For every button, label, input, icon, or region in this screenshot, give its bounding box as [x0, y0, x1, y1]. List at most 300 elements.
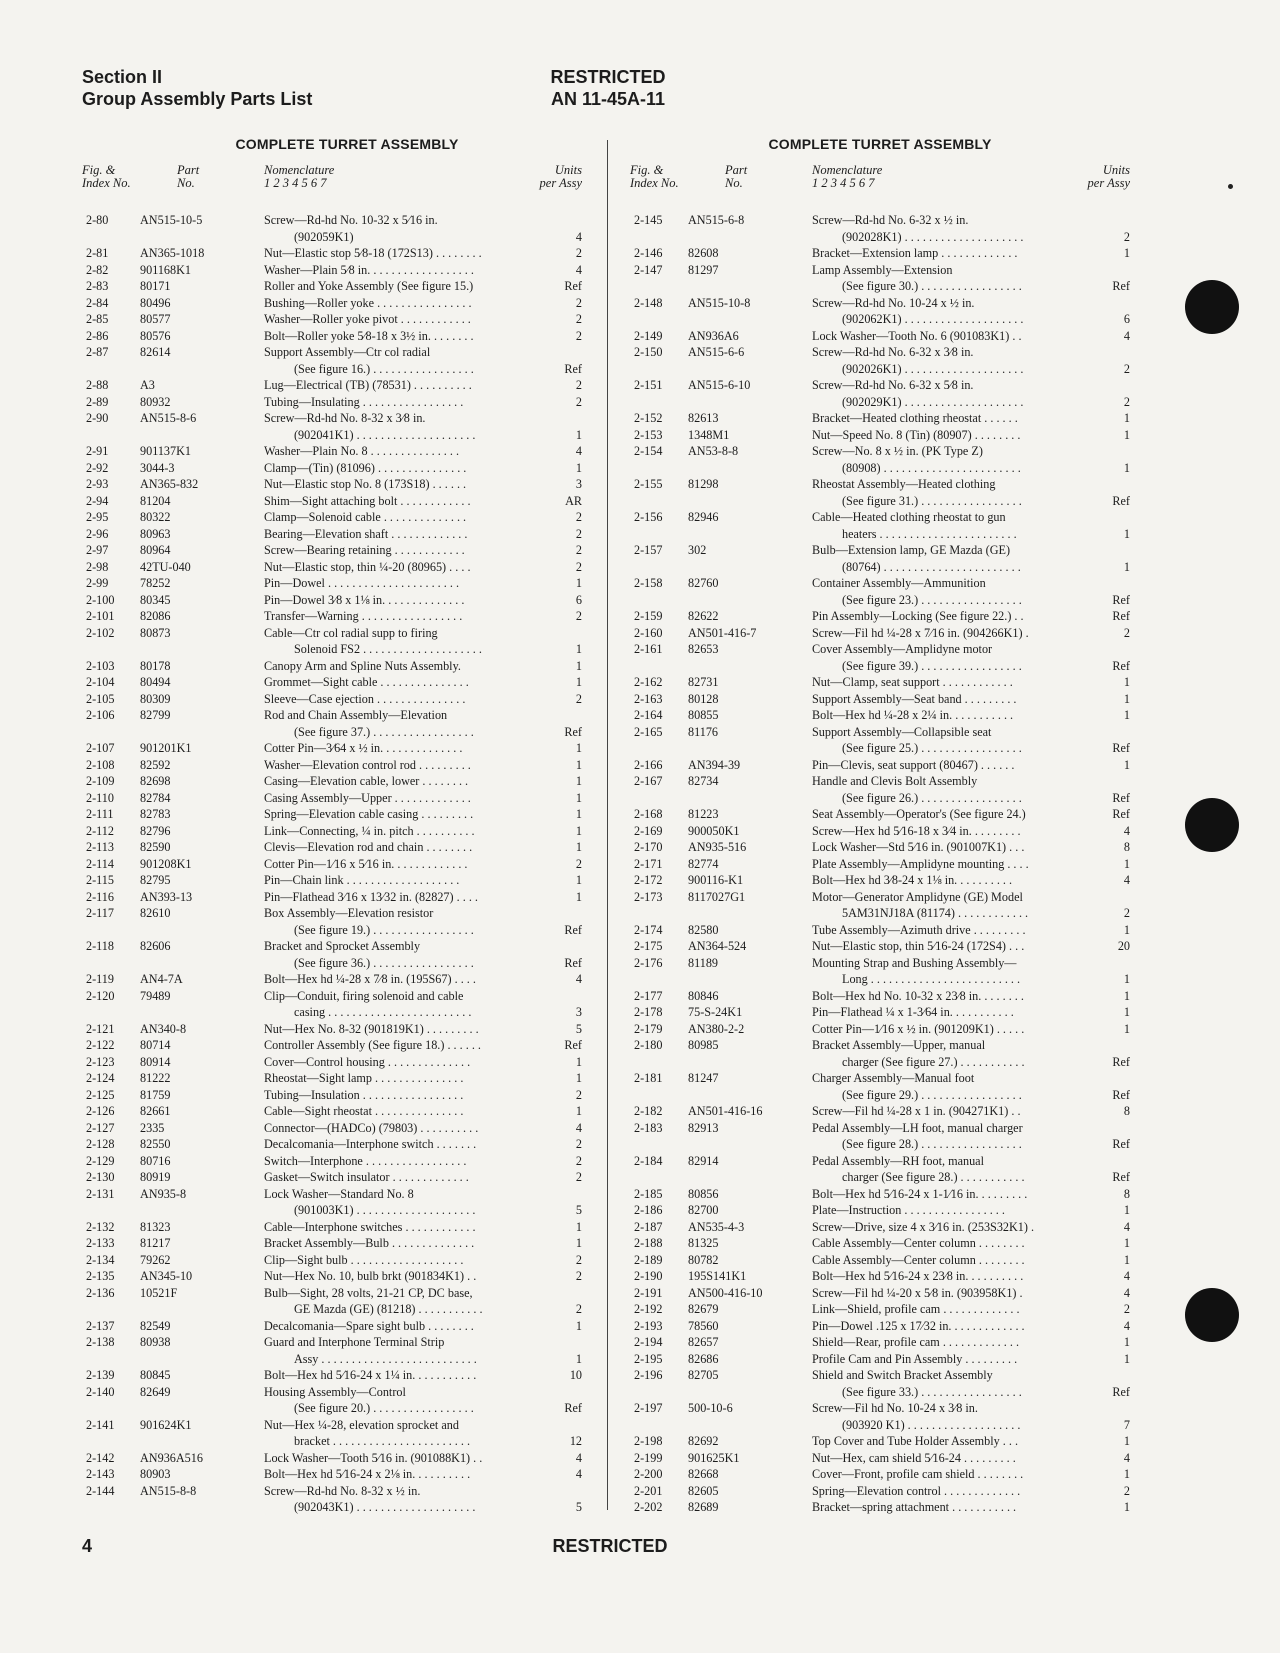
column-divider — [607, 140, 608, 1510]
nomenclature-cell: Screw—Fil hd No. 10-24 x 3⁄8 in. — [812, 1401, 978, 1415]
fig-index-cell: 2-110 — [86, 790, 114, 805]
fig-index-cell: 2-179 — [634, 1021, 663, 1036]
table-row — [82, 1334, 582, 1351]
nomenclature-cell: Profile Cam and Pin Assembly . . . . . . . . . — [812, 1351, 1018, 1366]
table-row — [82, 1450, 582, 1467]
nomenclature-cell: (903920 K1) . . . . . . . . . . . . . . . . . . . — [842, 1417, 1021, 1432]
table-row — [82, 658, 582, 675]
nomenclature-cell: Bushing—Roller yoke . . . . . . . . . . . . . . . . — [264, 295, 472, 310]
table-row — [630, 394, 1130, 411]
table-row — [82, 773, 582, 790]
nomenclature-cell: (902026K1) . . . . . . . . . . . . . . . . . . . . — [842, 361, 1024, 376]
binder-hole-middle — [1185, 798, 1239, 852]
part-number-cell: 82705 — [688, 1368, 719, 1382]
nomenclature-cell: Assy . . . . . . . . . . . . . . . . . . . . . . . . . . — [294, 1351, 477, 1366]
table-row — [82, 823, 582, 840]
table-row — [630, 1219, 1130, 1236]
table-row — [630, 1433, 1130, 1450]
fig-index-cell: 2-113 — [86, 840, 114, 854]
table-row — [82, 1136, 582, 1153]
nomenclature-cell: Cable—Ctr col radial supp to firing — [264, 625, 438, 640]
part-number-cell: 81247 — [688, 1071, 719, 1085]
table-row — [630, 889, 1130, 906]
units-cell: 2 — [575, 394, 582, 409]
nomenclature-cell: Pin—Chain link . . . . . . . . . . . . . . . . . . . — [264, 873, 460, 887]
part-number-cell: 80171 — [140, 279, 171, 293]
part-number-cell: AN935-8 — [140, 1186, 187, 1201]
fig-index-cell: 2-85 — [86, 312, 109, 326]
nomenclature-cell: Nut—Hex, cam shield 5⁄16-24 . . . . . . . . . — [812, 1450, 1016, 1465]
table-row — [630, 724, 1130, 741]
fig-index-cell: 2-119 — [86, 972, 114, 986]
nomenclature-cell: Bolt—Hex hd 5⁄16-24 x 1¼ in. . . . . . . . . . . — [264, 1368, 477, 1382]
part-number-cell: 901137K1 — [140, 444, 192, 458]
units-cell: 1 — [1123, 526, 1130, 541]
table-row — [630, 608, 1130, 625]
nomenclature-cell: bracket . . . . . . . . . . . . . . . . . . . . . . . — [294, 1434, 471, 1448]
fig-index-cell: 2-81 — [86, 246, 109, 260]
nomenclature-cell: Rod and Chain Assembly—Elevation — [264, 708, 448, 722]
table-row — [82, 377, 582, 394]
nomenclature-cell: Connector—(HADCo) (79803) . . . . . . . . . . — [264, 1120, 479, 1135]
table-row — [630, 1351, 1130, 1368]
fig-index-cell: 2-149 — [634, 328, 663, 343]
nomenclature-cell: Screw—Fil hd ¼-28 x 1 in. (904271K1) . . — [812, 1104, 1021, 1118]
fig-index-cell: 2-152 — [634, 411, 663, 425]
part-number-cell: AN936A6 — [688, 328, 739, 343]
nomenclature-cell: Bolt—Hex hd 5⁄16-24 x 2⅛ in. . . . . . . . . . — [264, 1467, 471, 1481]
left-column-title: COMPLETE TURRET ASSEMBLY — [235, 136, 459, 152]
part-number-cell: AN393-13 — [140, 889, 193, 904]
table-row — [82, 1021, 582, 1038]
table-row — [82, 1466, 582, 1483]
table-row — [630, 707, 1130, 724]
units-cell: Ref — [1112, 741, 1130, 755]
nomenclature-cell: (See figure 19.) . . . . . . . . . . . . . . . . . — [294, 922, 474, 937]
table-row — [630, 658, 1130, 675]
part-number-cell: 82606 — [140, 939, 171, 953]
table-row — [82, 245, 582, 262]
fig-index-cell: 2-175 — [634, 939, 663, 953]
fig-index-cell: 2-174 — [634, 922, 663, 937]
table-row — [630, 328, 1130, 345]
fig-index-cell: 2-193 — [634, 1318, 663, 1333]
fig-index-cell: 2-96 — [86, 526, 109, 541]
nomenclature-cell: Screw—Rd-hd No. 8-32 x 3⁄8 in. — [264, 411, 426, 425]
nomenclature-cell: Screw—Rd-hd No. 10-32 x 5⁄16 in. — [264, 213, 438, 227]
units-cell: Ref — [564, 1401, 582, 1415]
units-cell: 1 — [1123, 1252, 1130, 1267]
units-cell: 8 — [1123, 840, 1130, 854]
units-cell: 20 — [1117, 939, 1130, 953]
nomenclature-cell: Box Assembly—Elevation resistor — [264, 906, 434, 920]
fig-index-cell: 2-169 — [634, 823, 663, 838]
table-row — [82, 344, 582, 361]
units-cell: Ref — [564, 724, 582, 739]
nomenclature-cell: Nut—Elastic stop 5⁄8-18 (172S13) . . . . . . . . — [264, 246, 482, 260]
fig-index-cell: 2-99 — [86, 576, 109, 590]
units-cell: 2 — [1123, 1483, 1130, 1498]
part-number-cell: 82700 — [688, 1203, 719, 1217]
nomenclature-cell: Charger Assembly—Manual foot — [812, 1071, 975, 1085]
fig-index-cell: 2-143 — [86, 1467, 115, 1481]
table-row — [82, 938, 582, 955]
nomenclature-cell: Lamp Assembly—Extension — [812, 262, 953, 277]
table-row — [630, 757, 1130, 774]
nomenclature-cell: Rheostat Assembly—Heated clothing — [812, 477, 996, 491]
fig-index-cell: 2-120 — [86, 988, 115, 1003]
nomenclature-cell: Seat Assembly—Operator's (See figure 24.) — [812, 807, 1026, 821]
units-cell: 5 — [575, 1500, 582, 1514]
part-number-cell: 82613 — [688, 411, 719, 425]
nomenclature-cell: GE Mazda (GE) (81218) . . . . . . . . . . . — [294, 1302, 483, 1316]
part-number-cell: AN53-8-8 — [688, 444, 739, 458]
table-row — [630, 212, 1130, 229]
table-row — [82, 311, 582, 328]
nomenclature-header: Nomenclature 1 2 3 4 5 6 7 — [264, 163, 335, 190]
fig-index-cell: 2-154 — [634, 444, 663, 458]
part-number-cell: 82913 — [688, 1120, 719, 1135]
fig-index-cell: 2-163 — [634, 691, 663, 706]
table-row — [82, 1301, 582, 1318]
table-row — [630, 1021, 1130, 1038]
part-number-cell: 82653 — [688, 642, 719, 656]
units-cell: 4 — [1123, 823, 1130, 838]
nomenclature-cell: Motor—Generator Amplidyne (GE) Model — [812, 889, 1023, 904]
fig-index-cell: 2-112 — [86, 823, 114, 838]
nomenclature-cell: Screw—Rd-hd No. 10-24 x ½ in. — [812, 295, 975, 310]
units-cell: 2 — [575, 378, 582, 392]
table-row — [82, 955, 582, 972]
part-number-cell: AN515-6-10 — [688, 378, 751, 392]
table-row — [630, 641, 1130, 658]
part-number-cell: AN394-39 — [688, 757, 741, 772]
part-number-cell: 82679 — [688, 1302, 719, 1316]
binder-hole-top — [1185, 280, 1239, 334]
units-cell: 1 — [1123, 246, 1130, 260]
units-cell: 1 — [575, 427, 582, 442]
part-number-cell: 10521F — [140, 1285, 178, 1300]
nomenclature-cell: Shield—Rear, profile cam . . . . . . . . . . . . . — [812, 1335, 1019, 1349]
nomenclature-cell: Screw—Drive, size 4 x 3⁄16 in. (253S32K1) . — [812, 1219, 1035, 1234]
fig-index-cell: 2-195 — [634, 1351, 663, 1366]
nomenclature-cell: Controller Assembly (See figure 18.) . . . . . . — [264, 1038, 481, 1052]
units-cell: Ref — [1112, 658, 1130, 673]
fig-index-cell: 2-183 — [634, 1120, 663, 1135]
part-number-cell: 81297 — [688, 262, 719, 277]
units-cell: 4 — [1123, 873, 1130, 887]
nomenclature-cell: Support Assembly—Ctr col radial — [264, 345, 431, 359]
nomenclature-cell: Bolt—Hex hd 3⁄8-24 x 1⅛ in. . . . . . . . . . — [812, 873, 1013, 887]
fig-index-cell: 2-133 — [86, 1236, 115, 1250]
units-cell: 2 — [1123, 1302, 1130, 1316]
units-cell: 1 — [1123, 1236, 1130, 1250]
table-row — [630, 625, 1130, 642]
nomenclature-cell: Washer—Plain 5⁄8 in. . . . . . . . . . . . . . . . . . — [264, 262, 474, 277]
table-row — [630, 905, 1130, 922]
units-cell: 1 — [575, 1318, 582, 1333]
part-number-cell: 80938 — [140, 1335, 171, 1349]
table-row — [630, 872, 1130, 889]
nomenclature-cell: (902043K1) . . . . . . . . . . . . . . . . . . . . — [294, 1500, 476, 1514]
table-row — [630, 1103, 1130, 1120]
nomenclature-cell: Top Cover and Tube Holder Assembly . . . — [812, 1434, 1018, 1448]
nomenclature-cell: Cable—Sight rheostat . . . . . . . . . . . . . . . — [264, 1104, 464, 1118]
nomenclature-cell: 5AM31NJ18A (81174) . . . . . . . . . . . . — [842, 906, 1029, 920]
fig-index-cell: 2-189 — [634, 1252, 663, 1267]
table-row — [630, 1169, 1130, 1186]
fig-index-cell: 2-182 — [634, 1104, 663, 1118]
units-cell: 3 — [575, 1005, 582, 1019]
part-number-cell: 82689 — [688, 1500, 719, 1514]
units-cell: 2 — [575, 1170, 582, 1184]
units-cell: 8 — [1123, 1104, 1130, 1118]
fig-index-cell: 2-172 — [634, 873, 663, 887]
nomenclature-cell: Handle and Clevis Bolt Assembly — [812, 774, 978, 788]
nomenclature-cell: Nut—Speed No. 8 (Tin) (80907) . . . . . . . . — [812, 427, 1021, 442]
table-row — [630, 823, 1130, 840]
table-row — [630, 493, 1130, 510]
part-number-cell: 8117027G1 — [688, 889, 746, 904]
units-cell: 1 — [1123, 1500, 1130, 1514]
table-row — [630, 1235, 1130, 1252]
units-cell: 1 — [575, 774, 582, 788]
table-row — [82, 410, 582, 427]
nomenclature-cell: Clip—Conduit, firing solenoid and cable — [264, 988, 464, 1003]
nomenclature-cell: Screw—Bearing retaining . . . . . . . . . . . . — [264, 543, 465, 557]
units-cell: 1 — [1123, 675, 1130, 689]
fig-index-cell: 2-190 — [634, 1269, 663, 1283]
units-cell: Ref — [1112, 1384, 1130, 1399]
fig-index-cell: 2-187 — [634, 1219, 663, 1234]
nomenclature-cell: (See figure 39.) . . . . . . . . . . . . . . . . . — [842, 658, 1022, 673]
part-no-header: Part No. — [725, 163, 748, 190]
part-number-cell: 2335 — [140, 1120, 165, 1135]
fig-index-cell: 2-176 — [634, 955, 663, 970]
nomenclature-cell: Cover Assembly—Amplidyne motor — [812, 642, 993, 656]
fig-index-cell: 2-177 — [634, 988, 663, 1003]
left-parts-list — [82, 212, 582, 1516]
units-cell: Ref — [564, 955, 582, 970]
nomenclature-cell: Clevis—Elevation rod and chain . . . . . . . . — [264, 840, 473, 854]
nomenclature-cell: Plate Assembly—Amplidyne mounting . . . . — [812, 856, 1029, 871]
units-cell: 2 — [575, 246, 582, 260]
part-number-cell: AN4-7A — [140, 972, 183, 986]
units-cell: 1 — [575, 658, 582, 673]
table-row — [630, 592, 1130, 609]
nomenclature-cell: Nut—Hex No. 10, bulb brkt (901834K1) . . — [264, 1269, 477, 1283]
part-number-cell: 80309 — [140, 691, 171, 706]
units-cell: 2 — [575, 1252, 582, 1267]
units-cell: 1 — [1123, 1351, 1130, 1366]
part-number-cell: 80714 — [140, 1038, 171, 1052]
units-cell: 4 — [1123, 1285, 1130, 1300]
part-number-cell: 82086 — [140, 609, 171, 623]
units-cell: 1 — [1123, 1434, 1130, 1448]
table-row — [82, 1351, 582, 1368]
fig-index-cell: 2-103 — [86, 658, 115, 673]
nomenclature-cell: (902059K1) — [294, 229, 354, 244]
units-cell: Ref — [564, 1038, 582, 1052]
units-cell: 1 — [1123, 708, 1130, 722]
left-column — [82, 136, 582, 1516]
nomenclature-cell: Cotter Pin—1⁄16 x 5⁄16 in. . . . . . . . . . . . . — [264, 856, 468, 871]
fig-index-cell: 2-84 — [86, 295, 109, 310]
nomenclature-cell: Clamp—(Tin) (81096) . . . . . . . . . . . . . . . — [264, 460, 467, 475]
table-row — [630, 1301, 1130, 1318]
nomenclature-cell: Screw—Hex hd 5⁄16-18 x 3⁄4 in. . . . . . . . . — [812, 823, 1021, 838]
units-header: Units per Assy — [539, 163, 582, 190]
units-cell: 1 — [575, 1104, 582, 1118]
table-row — [82, 1153, 582, 1170]
fig-index-cell: 2-140 — [86, 1384, 115, 1399]
part-number-cell: AN515-6-6 — [688, 345, 745, 359]
table-row — [82, 278, 582, 295]
nomenclature-cell: Link—Connecting, ¼ in. pitch . . . . . . . . . . — [264, 823, 475, 838]
table-row — [82, 493, 582, 510]
table-row — [630, 344, 1130, 361]
part-number-cell: AN380-2-2 — [688, 1021, 745, 1036]
nomenclature-cell: (902029K1) . . . . . . . . . . . . . . . . . . . . — [842, 394, 1024, 409]
fig-index-cell: 2-137 — [86, 1318, 115, 1333]
part-number-cell: 901168K1 — [140, 262, 192, 277]
part-number-cell: 82692 — [688, 1434, 719, 1448]
fig-index-cell: 2-92 — [86, 460, 109, 475]
nomenclature-cell: Bracket—Heated clothing rheostat . . . . . . — [812, 411, 1018, 425]
nomenclature-cell: Washer—Roller yoke pivot . . . . . . . . . . . . — [264, 312, 471, 326]
fig-index-cell: 2-105 — [86, 691, 115, 706]
units-cell: 1 — [575, 1054, 582, 1069]
part-number-cell: 81759 — [140, 1087, 171, 1102]
table-row — [82, 922, 582, 939]
table-row — [82, 1400, 582, 1417]
fig-index-cell: 2-144 — [86, 1483, 115, 1498]
table-row — [630, 427, 1130, 444]
fig-index-cell: 2-89 — [86, 394, 109, 409]
table-row — [630, 460, 1130, 477]
part-number-cell: AN515-10-8 — [688, 295, 751, 310]
nomenclature-cell: Nut—Elastic stop No. 8 (173S18) . . . . . . — [264, 477, 467, 491]
fig-index-cell: 2-199 — [634, 1450, 663, 1465]
fig-index-cell: 2-141 — [86, 1417, 115, 1432]
fig-index-cell: 2-94 — [86, 493, 109, 508]
table-row — [630, 575, 1130, 592]
units-cell: 4 — [575, 1467, 582, 1481]
fig-index-cell: 2-161 — [634, 642, 663, 656]
units-cell: 5 — [575, 1021, 582, 1036]
nomenclature-cell: Bracket—spring attachment . . . . . . . . . . . — [812, 1500, 1017, 1514]
part-number-cell: 901201K1 — [140, 741, 192, 755]
table-row — [82, 427, 582, 444]
nomenclature-cell: Bulb—Sight, 28 volts, 21-21 CP, DC base, — [264, 1285, 473, 1300]
units-cell: 4 — [1123, 1318, 1130, 1333]
table-row — [82, 790, 582, 807]
units-cell: 4 — [575, 972, 582, 986]
part-number-cell: 900050K1 — [688, 823, 740, 838]
part-number-cell: AN365-832 — [140, 477, 199, 491]
nomenclature-cell: Bolt—Hex hd 5⁄16-24 x 23⁄8 in. . . . . . . . . . — [812, 1269, 1024, 1283]
units-cell: 1 — [575, 790, 582, 805]
fig-index-cell: 2-159 — [634, 609, 663, 623]
part-number-cell: 901624K1 — [140, 1417, 192, 1432]
table-row — [82, 707, 582, 724]
part-number-cell: 80178 — [140, 658, 171, 673]
table-row — [630, 1367, 1130, 1384]
table-row — [630, 509, 1130, 526]
units-cell: 1 — [575, 757, 582, 772]
units-cell: 4 — [575, 229, 582, 244]
fig-index-cell: 2-95 — [86, 510, 109, 524]
fig-index-cell: 2-155 — [634, 477, 663, 491]
table-row — [82, 1235, 582, 1252]
nomenclature-cell: Washer—Elevation control rod . . . . . . . . . — [264, 757, 471, 772]
part-number-cell: AN936A516 — [140, 1450, 203, 1465]
table-row — [82, 625, 582, 642]
nomenclature-cell: Lock Washer—Standard No. 8 — [264, 1186, 414, 1201]
units-cell: Ref — [1112, 1087, 1130, 1102]
units-cell: 4 — [575, 1120, 582, 1135]
nomenclature-cell: Nut—Hex No. 8-32 (901819K1) . . . . . . . . . — [264, 1021, 479, 1036]
table-row — [82, 229, 582, 246]
fig-index-cell: 2-108 — [86, 757, 115, 772]
section-label: Section II — [82, 67, 163, 87]
units-cell: Ref — [1112, 1170, 1130, 1184]
units-cell: 6 — [575, 592, 582, 607]
units-cell: 12 — [569, 1434, 582, 1448]
part-number-cell: 80963 — [140, 526, 171, 541]
nomenclature-cell: Cover—Control housing . . . . . . . . . . . . . . — [264, 1054, 471, 1069]
table-row — [82, 1087, 582, 1104]
left-column-headers — [82, 164, 582, 200]
units-cell: 1 — [575, 807, 582, 821]
nomenclature-cell: (See figure 25.) . . . . . . . . . . . . . . . . . — [842, 741, 1022, 755]
part-number-cell: 82657 — [688, 1335, 719, 1349]
fig-index-cell: 2-148 — [634, 295, 663, 310]
nomenclature-cell: Pin—Flathead 3⁄16 x 13⁄32 in. (82827) . . . . — [264, 889, 478, 904]
table-row — [82, 1169, 582, 1186]
fig-index-cell: 2-93 — [86, 477, 109, 491]
part-number-cell: 80856 — [688, 1186, 719, 1201]
nomenclature-cell: Transfer—Warning . . . . . . . . . . . . . . . . . — [264, 609, 463, 623]
units-cell: 1 — [1123, 1005, 1130, 1019]
fig-index-cell: 2-150 — [634, 345, 663, 359]
part-number-cell: 82614 — [140, 345, 171, 359]
part-number-cell: 78252 — [140, 576, 171, 590]
units-cell: 2 — [1123, 906, 1130, 920]
table-row — [82, 1186, 582, 1203]
nomenclature-cell: Plate—Instruction . . . . . . . . . . . . . . . . . — [812, 1203, 1005, 1217]
table-row — [82, 1219, 582, 1236]
fig-index-cell: 2-83 — [86, 279, 109, 293]
table-row — [82, 328, 582, 345]
units-cell: Ref — [564, 279, 582, 293]
nomenclature-cell: Support Assembly—Collapsible seat — [812, 724, 992, 739]
part-number-cell: 82590 — [140, 840, 171, 854]
table-row — [82, 542, 582, 559]
part-number-cell: 80576 — [140, 328, 171, 343]
fig-index-cell: 2-173 — [634, 889, 663, 904]
nomenclature-cell: Pin—Dowel 3⁄8 x 1⅛ in. . . . . . . . . . . . . . — [264, 592, 465, 607]
nomenclature-cell: Bracket—Extension lamp . . . . . . . . . . . . . — [812, 246, 1018, 260]
table-row — [630, 674, 1130, 691]
part-number-cell: 82698 — [140, 774, 171, 788]
units-cell: 1 — [1123, 691, 1130, 706]
fig-index-cell: 2-109 — [86, 774, 115, 788]
table-row — [82, 1070, 582, 1087]
nomenclature-cell: Screw—Rd-hd No. 6-32 x 5⁄8 in. — [812, 378, 974, 392]
part-number-cell: 82661 — [140, 1104, 171, 1118]
nomenclature-cell: Pedal Assembly—RH foot, manual — [812, 1153, 984, 1168]
